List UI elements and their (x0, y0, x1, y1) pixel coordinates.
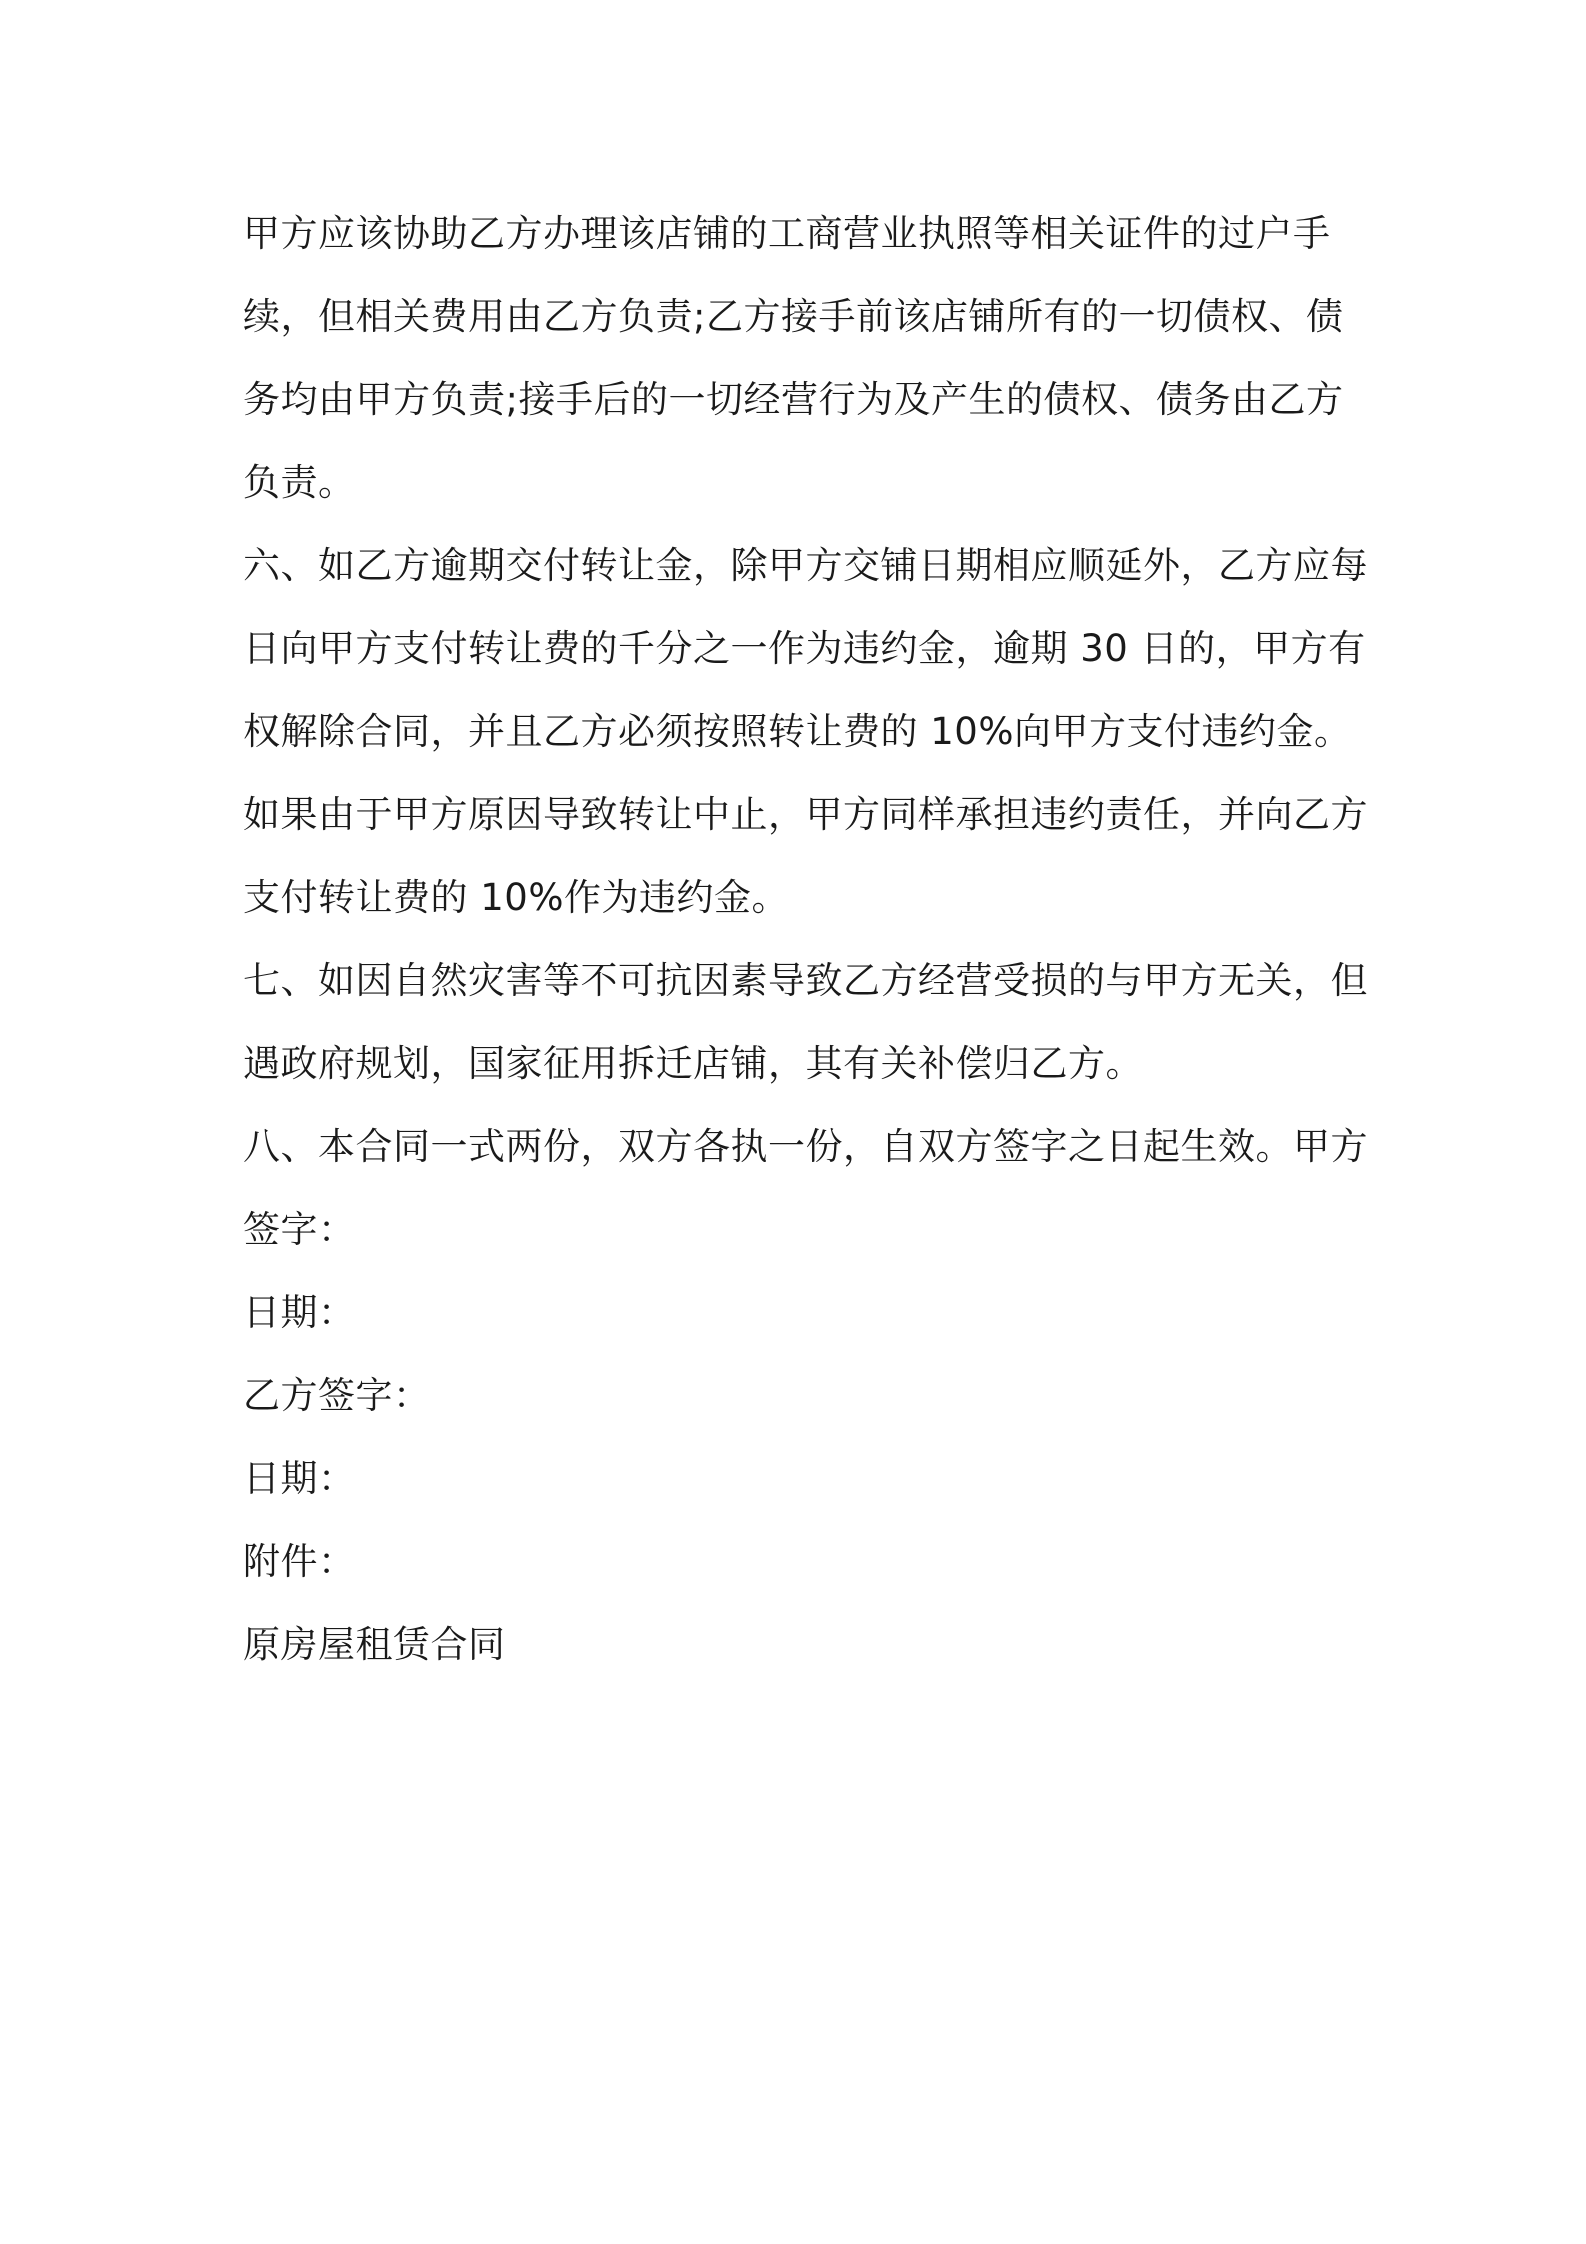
party-b-signature-label: 乙方签字： (243, 1374, 431, 1417)
clause-seven-line-2: 遇政府规划，国家征用拆迁店铺，其有关补偿归乙方。 (243, 1042, 1143, 1085)
clause-eight-line-1: 八、本合同一式两份，双方各执一份，自双方签字之日起生效。甲方 (243, 1125, 1368, 1168)
attachment-label: 附件： (243, 1540, 356, 1583)
text-line-4: 负责。 (243, 461, 356, 504)
party-b-date-label: 日期： (243, 1457, 356, 1500)
clause-six-line-1: 六、如乙方逾期交付转让金，除甲方交铺日期相应顺延外，乙方应每 (243, 544, 1368, 587)
text-line-3: 务均由甲方负责;接手后的一切经营行为及产生的债权、债务由乙方 (243, 378, 1344, 421)
document-page (243, 192, 1368, 1686)
text-line-1: 甲方应该协助乙方办理该店铺的工商营业执照等相关证件的过户手 (243, 212, 1331, 255)
clause-six-line-4: 如果由于甲方原因导致转让中止，甲方同样承担违约责任，并向乙方 (243, 793, 1368, 836)
clause-seven-line-1: 七、如因自然灾害等不可抗因素导致乙方经营受损的与甲方无关，但 (243, 959, 1368, 1002)
clause-six-line-2: 日向甲方支付转让费的千分之一作为违约金，逾期 30 日的，甲方有 (243, 627, 1366, 670)
clause-six-line-5: 支付转让费的 10%作为违约金。 (243, 876, 789, 919)
attachment-item: 原房屋租赁合同 (243, 1623, 506, 1666)
text-line-2: 续，但相关费用由乙方负责;乙方接手前该店铺所有的一切债权、债 (243, 295, 1344, 338)
clause-six-line-3: 权解除合同，并且乙方必须按照转让费的 10%向甲方支付违约金。 (243, 710, 1352, 753)
party-a-date-label: 日期： (243, 1291, 356, 1334)
party-a-signature-label: 签字： (243, 1208, 356, 1251)
